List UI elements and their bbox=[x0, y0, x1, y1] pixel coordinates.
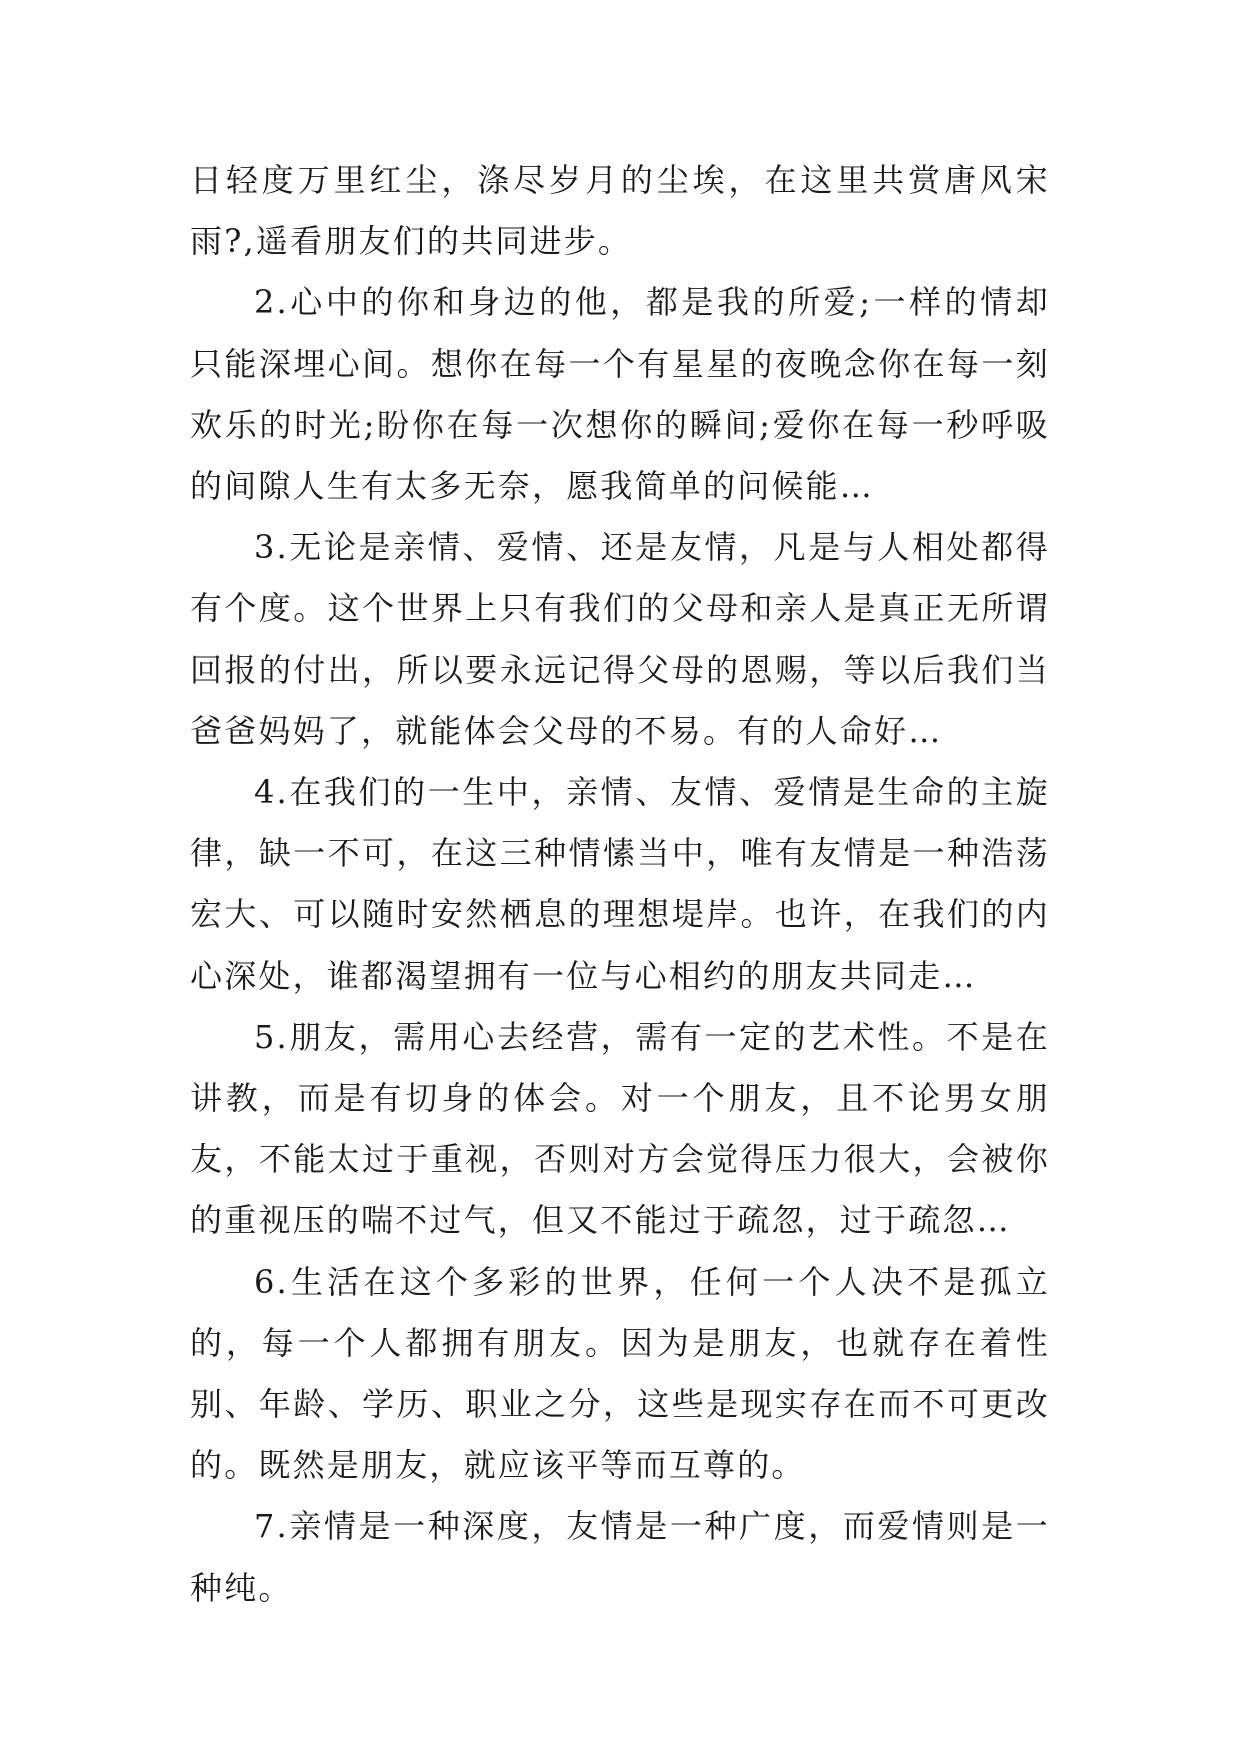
paragraph-item-7: 7.亲情是一种深度，友情是一种广度，而爱情则是一种纯。 bbox=[190, 1507, 1050, 1607]
paragraph-item-2: 2.心中的你和身边的他，都是我的所爱;一样的情却只能深埋心间。想你在每一个有星星的夜晚念你在每一刻欢乐的时光;盼你在每一次想你的瞬间;爱你在每一秒呼吸的间隙人生有太多无奈，愿我简单的问候能… bbox=[190, 283, 1050, 506]
paragraph-continuation: 日轻度万里红尘，涤尽岁月的尘埃，在这里共赏唐风宋雨?,遥看朋友们的共同进步。 bbox=[190, 161, 1050, 261]
document-body bbox=[190, 150, 1050, 1619]
paragraph-item-3: 3.无论是亲情、爱情、还是友情，凡是与人相处都得有个度。这个世界上只有我们的父母和亲人是真正无所谓回报的付出，所以要永远记得父母的恩赐，等以后我们当爸爸妈妈了，就能体会父母的不易。有的人命好… bbox=[190, 528, 1050, 750]
paragraph-item-6: 6.生活在这个多彩的世界，任何一个人决不是孤立的，每一个人都拥有朋友。因为是朋友，也就存在着性别、年龄、学历、职业之分，这些是现实存在而不可更改的。既然是朋友，就应该平等而互尊的。 bbox=[190, 1262, 1050, 1485]
paragraph-item-4: 4.在我们的一生中，亲情、友情、爱情是生命的主旋律，缺一不可，在这三种情愫当中，唯有友情是一种浩荡宏大、可以随时安然栖息的理想堤岸。也许，在我们的内心深处，谁都渴望拥有一位与心相约的朋友共同走… bbox=[190, 773, 1050, 995]
paragraph-item-5: 5.朋友，需用心去经营，需有一定的艺术性。不是在讲教，而是有切身的体会。对一个朋友，且不论男女朋友，不能太过于重视，否则对方会觉得压力很大，会被你的重视压的喘不过气，但又不能过于疏忽，过于疏忽… bbox=[190, 1017, 1050, 1240]
